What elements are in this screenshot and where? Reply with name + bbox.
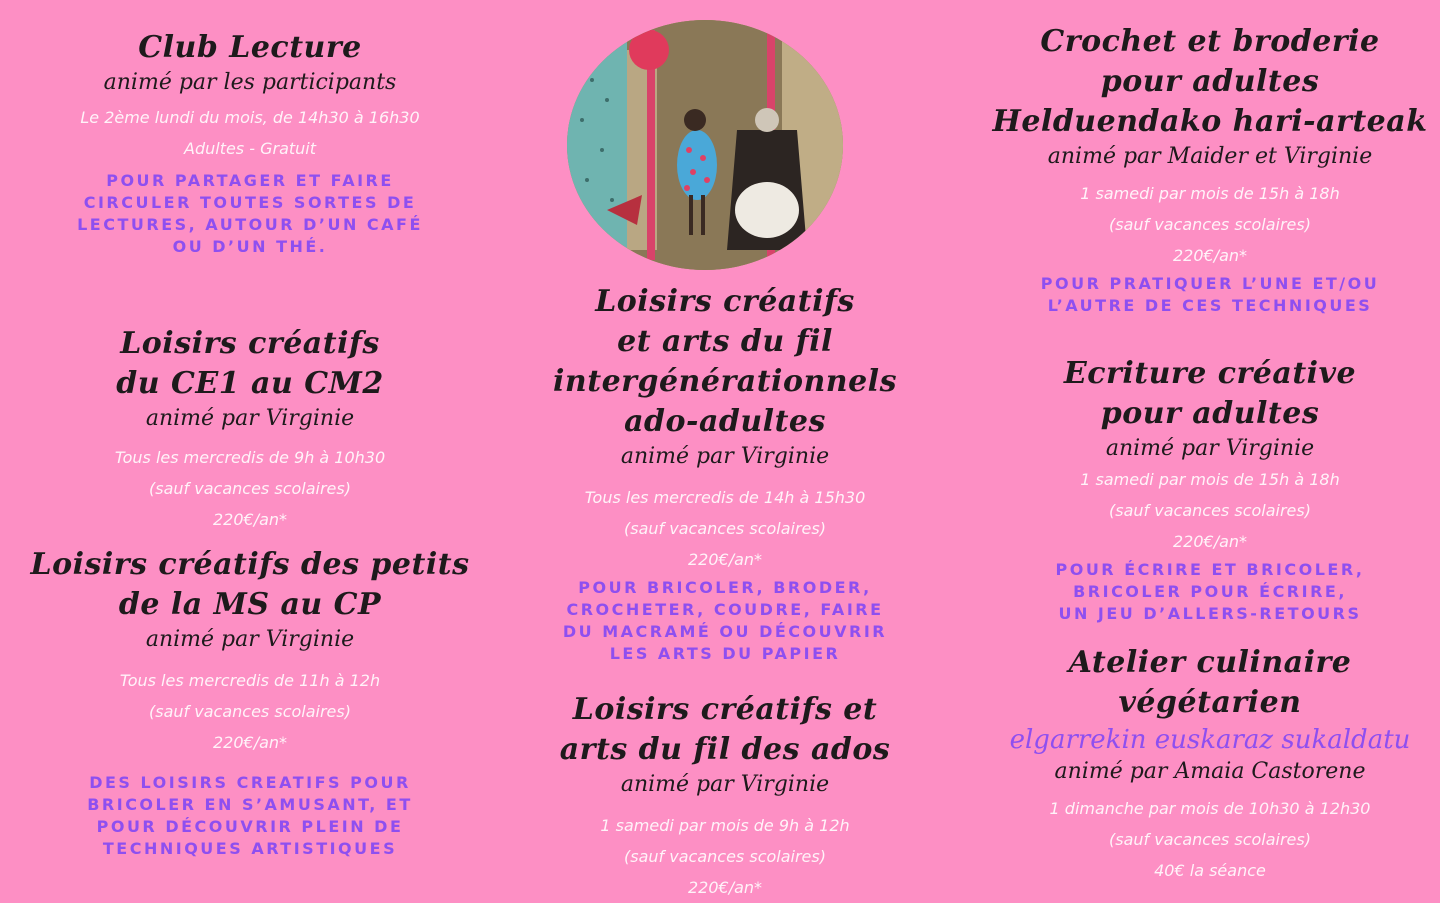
loisirs-intergen-title: Loisirs créatifs et arts du fil intergénérationnels ado-adultes	[553, 284, 897, 439]
loisirs-ce1-cm2-info: Tous les mercredis de 9h à 10h30 (sauf vacances scolaires) 220€/an*	[114, 448, 386, 529]
knitting-photo	[567, 20, 843, 270]
crochet-title: Crochet et broderie pour adultes Helduendako hari-arteak	[992, 24, 1428, 139]
loisirs-intergen-section	[540, 282, 910, 665]
loisirs-intergen-info: Tous les mercredis de 14h à 15h30 (sauf vacances scolaires) 220€/an*	[584, 488, 866, 569]
loisirs-ados-animator: animé par Virginie	[620, 772, 830, 797]
ecriture-description: POUR ÉCRIRE ET BRICOLER, BRICOLER POUR ÉCRIRE, UN JEU D’ALLERS-RETOURS	[1055, 560, 1365, 623]
loisirs-intergen-description: POUR BRICOLER, BRODER, CROCHETER, COUDRE, FAIRE DU MACRAMÉ OU DÉCOUVRIR LES ARTS DU PAPIER	[562, 578, 888, 663]
loisirs-petits-description: DES LOISIRS CREATIFS POUR BRICOLER EN S’AMUSANT, ET POUR DÉCOUVRIR PLEIN DE TECHNIQUES ARTISTIQUES	[87, 773, 413, 858]
crochet-info: 1 samedi par mois de 15h à 18h (sauf vacances scolaires) 220€/an*	[1080, 184, 1340, 265]
culinaire-animator: animé par Amaia Castorene	[1054, 759, 1366, 784]
loisirs-ados-info: 1 samedi par mois de 9h à 12h (sauf vacances scolaires) 220€/an*	[600, 816, 850, 897]
ecriture-animator: animé par Virginie	[1105, 436, 1315, 461]
ecriture-info: 1 samedi par mois de 15h à 18h (sauf vacances scolaires) 220€/an*	[1080, 470, 1340, 551]
culinaire-title: Atelier culinaire végétarien	[1068, 645, 1352, 720]
club-lecture-animator: animé par les participants	[103, 70, 397, 95]
loisirs-petits-section	[20, 545, 480, 860]
culinaire-section	[980, 643, 1440, 886]
loisirs-petits-title: Loisirs créatifs des petits de la MS au CP	[30, 547, 470, 622]
culinaire-info: 1 dimanche par mois de 10h30 à 12h30 (sauf vacances scolaires) 40€ la séance	[1049, 799, 1371, 880]
club-lecture-info: Le 2ème lundi du mois, de 14h30 à 16h30 Adultes - Gratuit	[80, 108, 420, 158]
loisirs-ce1-cm2-section	[20, 324, 480, 535]
ecriture-section	[980, 354, 1440, 625]
culinaire-subtitle: elgarrekin euskaraz sukaldatu	[1009, 725, 1411, 755]
loisirs-ados-title: Loisirs créatifs et arts du fil des ados	[559, 692, 891, 767]
loisirs-ados-section	[540, 690, 910, 903]
loisirs-intergen-animator: animé par Virginie	[620, 444, 830, 469]
ecriture-title: Ecriture créative pour adultes	[1063, 356, 1357, 431]
club-lecture-description: POUR PARTAGER ET FAIRE CIRCULER TOUTES SORTES DE LECTURES, AUTOUR D’UN CAFÉ OU D’UN THÉ.	[77, 171, 423, 256]
loisirs-petits-info: Tous les mercredis de 11h à 12h (sauf vacances scolaires) 220€/an*	[119, 671, 381, 752]
crochet-animator: animé par Maider et Virginie	[1047, 144, 1373, 169]
crochet-section	[980, 22, 1440, 317]
loisirs-ce1-cm2-title: Loisirs créatifs du CE1 au CM2	[116, 326, 384, 401]
club-lecture-section	[20, 28, 480, 258]
loisirs-ce1-cm2-animator: animé par Virginie	[145, 406, 355, 431]
crochet-description: POUR PRATIQUER L’UNE ET/OU L’AUTRE DE CES TECHNIQUES	[1040, 274, 1380, 315]
loisirs-petits-animator: animé par Virginie	[145, 627, 355, 652]
club-lecture-title: Club Lecture	[138, 30, 362, 65]
